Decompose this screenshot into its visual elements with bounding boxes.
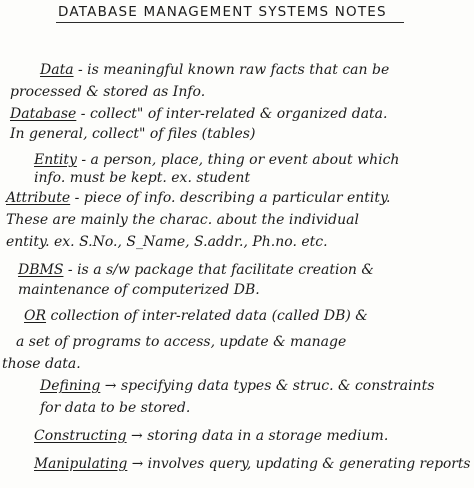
note-line [10,106,387,122]
note-text: These are mainly the charac. about the individual [6,212,359,228]
note-text: - is a s/w package that facilitate creation & [63,262,374,278]
note-text: those data. [2,356,81,372]
note-term: Manipulating [34,456,128,472]
note-line [24,308,368,324]
note-text: maintenance of computerized DB. [18,282,260,298]
note-line [18,262,374,278]
note-text: → specifying data types & struc. & constraints [100,378,435,394]
note-text: - collect" of inter-related & organized data. [76,106,388,122]
note-term: OR [24,308,47,324]
note-line [10,126,255,142]
note-text: info. must be kept. ex. student [34,170,251,186]
note-line [40,400,190,416]
note-term: Defining [40,378,101,394]
note-text: In general, collect" of files (tables) [10,126,256,142]
note-term: Data [40,62,74,78]
note-text: - piece of info. describing a particular entity. [70,190,391,206]
note-term: Database [10,106,77,122]
note-text: entity. ex. S.No., S_Name, S.addr., Ph.no. etc. [6,234,328,250]
note-term: Attribute [6,190,71,206]
note-line [10,84,205,100]
note-line [40,62,389,78]
note-text: - is meaningful known raw facts that can be [73,62,390,78]
note-line [34,152,399,168]
note-line [6,190,391,206]
note-text: for data to be stored. [40,400,191,416]
note-line [2,356,81,372]
note-line [16,334,346,350]
note-term: Constructing [34,428,127,444]
note-text: - a person, place, thing or event about which [76,152,400,168]
note-text: collection of inter-related data (called DB) & [46,308,368,324]
note-term: Entity [34,152,77,168]
note-line [6,212,359,228]
note-text: processed & stored as Info. [10,84,206,100]
note-text: → involves query, updating & generating reports [127,456,471,472]
note-line [18,282,260,298]
note-text: a set of programs to access, update & manage [16,334,347,350]
note-line [34,428,388,444]
note-line [40,378,434,394]
title-underline [56,22,404,23]
note-line [34,170,250,186]
note-text: → storing data in a storage medium. [126,428,389,444]
note-line [34,456,470,472]
note-line [6,234,328,250]
note-term: DBMS [18,262,64,278]
page-title: DATABASE MANAGEMENT SYSTEMS NOTES [58,4,387,20]
